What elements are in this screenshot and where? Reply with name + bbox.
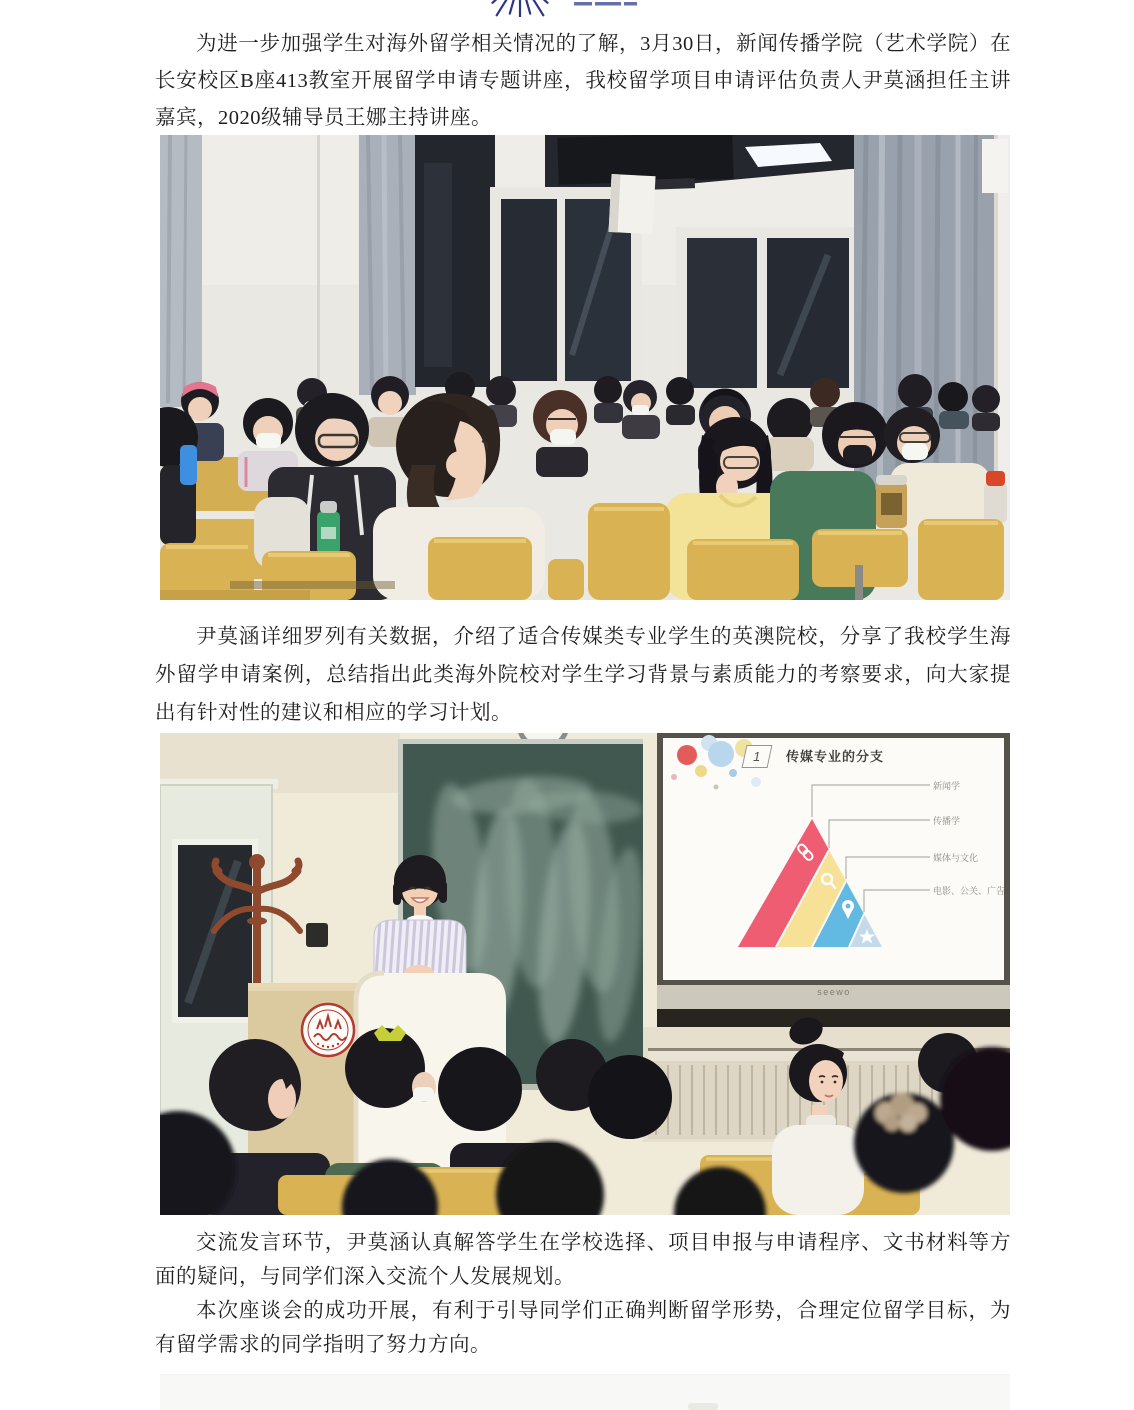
- screen-brand-label: seewo: [817, 987, 851, 997]
- next-image-edge: [160, 1374, 1010, 1410]
- slide-label-journalism: 新闻学: [933, 781, 961, 791]
- paragraph-qa: 交流发言环节，尹莫涵认真解答学生在学校选择、项目申报与申请程序、文书材料等方面的疑问，与同学们深入交流个人发展规划。: [155, 1232, 1011, 1288]
- wall-speaker-right: [982, 139, 1008, 193]
- chair-bracket: [855, 565, 863, 600]
- emblem-tagline-marks: [574, 2, 637, 6]
- next-image-smudge: [688, 1403, 718, 1410]
- photo-lecture-scene: [160, 733, 1010, 1215]
- wall-speaker: [609, 174, 656, 234]
- photo-classroom-audience: [160, 135, 1010, 600]
- blue-bottle: [180, 445, 197, 485]
- wall-socket: [306, 923, 328, 947]
- student: [533, 390, 588, 477]
- student: [766, 398, 814, 471]
- slide-label-film-pr-ad: 电影、公关、广告: [933, 886, 1006, 896]
- paragraph-content: 尹莫涵详细罗列有关数据，介绍了适合传媒类专业学生的英澳院校，分享了我校学生海外留学申请案例，总结指出此类海外院校对学生学习背景与素质能力的考察要求，向大家提出有针对性的建议和相应的学习计划。: [155, 626, 1011, 724]
- gold-thermos: [876, 475, 907, 528]
- paragraph-intro: 为进一步加强学生对海外留学相关情况的了解，3月30日，新闻传播学院（艺术学院）在长安校区B座413教室开展留学申请专题讲座，我校留学项目申请评估负责人尹莫涵担任主讲嘉宾，2020级辅导员王娜主持讲座。: [155, 33, 1011, 129]
- slide-title: 传媒专业的分支: [786, 749, 885, 764]
- student: [972, 385, 1000, 431]
- slide-label-communication: 传播学: [933, 816, 961, 826]
- podium-emblem: [302, 1004, 354, 1056]
- green-bottle: [317, 501, 340, 555]
- slide-label-media-culture: 媒体与文化: [933, 853, 979, 863]
- audience-scrunchie-girl: [854, 1093, 954, 1193]
- university-emblem-icon: [474, 0, 664, 17]
- red-cap-bottle: [984, 471, 1007, 523]
- slide-number: 1: [742, 745, 773, 768]
- lecture-scene-illustration: [160, 733, 1010, 1215]
- presentation-screen: [657, 733, 1010, 1027]
- audience-bangs-girl: [209, 1039, 301, 1131]
- paragraph-conclusion: 本次座谈会的成功开展，有利于引导同学们正确判断留学形势，合理定位留学目标，为有留学需求的同学指明了努力方向。: [155, 1300, 1011, 1356]
- classroom-audience-illustration: [160, 135, 1010, 600]
- student: [938, 382, 969, 429]
- window-b: [676, 227, 860, 399]
- sunburst-rays: [480, 0, 559, 17]
